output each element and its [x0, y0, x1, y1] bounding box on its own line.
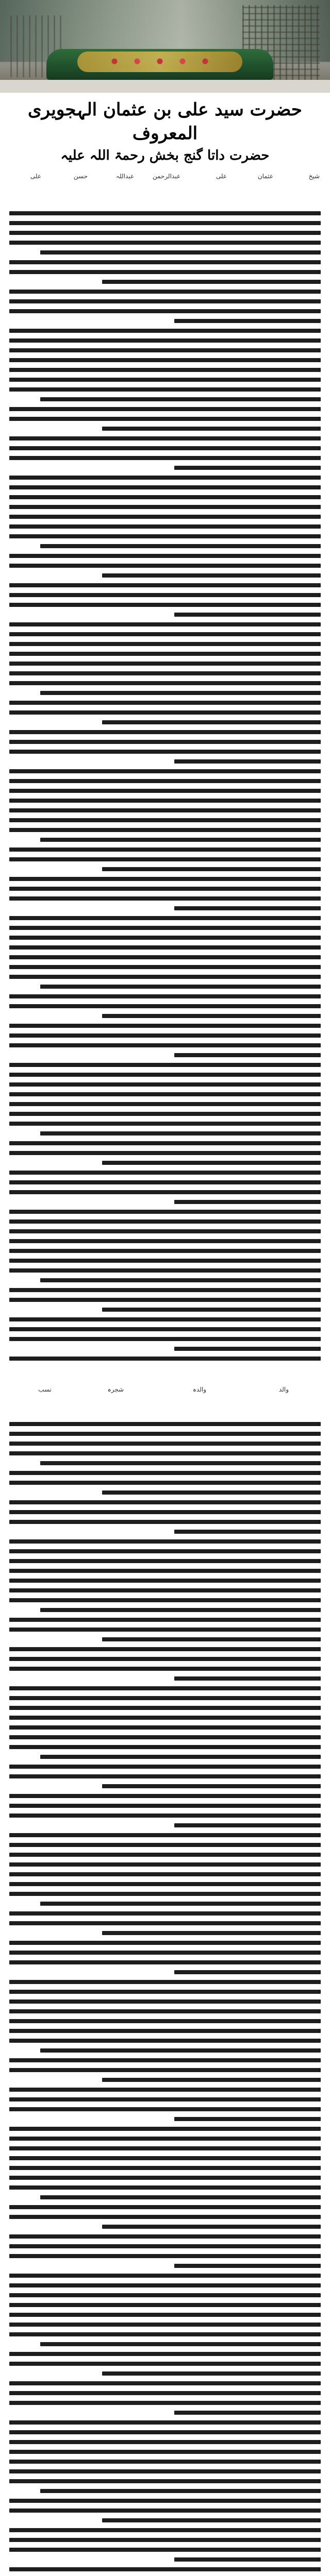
text-line [9, 1833, 321, 1837]
text-line [9, 2107, 321, 2111]
text-line [9, 2146, 321, 2150]
text-line [9, 1180, 321, 1184]
text-line [9, 2185, 321, 2190]
article-body-1 [9, 211, 321, 1376]
text-line [40, 985, 321, 989]
text-line [9, 2332, 321, 2336]
text-line [9, 2460, 321, 2464]
text-line [9, 485, 321, 489]
text-line [9, 1588, 321, 1592]
text-line [9, 446, 321, 450]
text-line [9, 554, 321, 558]
text-line [9, 1706, 321, 1710]
text-line [9, 681, 321, 685]
text-line [9, 2323, 321, 2327]
text-line [9, 945, 321, 950]
text-line [9, 1219, 321, 1224]
text-line [174, 2264, 321, 2268]
text-line [40, 1278, 321, 1282]
text-line [9, 2019, 321, 2023]
text-line [9, 1092, 321, 1096]
text-line [9, 2352, 321, 2356]
text-line [9, 1327, 321, 1331]
text-line [40, 2489, 321, 2493]
text-line [9, 2509, 321, 2513]
text-line [9, 1598, 321, 1602]
genealogy-cell: نسب [38, 1386, 52, 1393]
text-line [9, 769, 321, 773]
text-line [102, 720, 321, 724]
text-line [102, 1637, 321, 1641]
text-line [174, 1200, 321, 1204]
text-line [9, 1941, 321, 1945]
text-line [40, 544, 321, 548]
text-line [9, 456, 321, 460]
text-line [9, 1112, 321, 1116]
text-line [9, 2401, 321, 2405]
text-line [174, 1970, 321, 1974]
text-line [9, 916, 321, 920]
text-line [9, 936, 321, 940]
text-line [9, 2009, 321, 2013]
text-line [9, 1951, 321, 1955]
text-line [9, 211, 321, 215]
text-line [9, 808, 321, 812]
text-line [9, 1210, 321, 1214]
article-body-2 [9, 1422, 321, 2576]
text-line [40, 2342, 321, 2346]
text-line [9, 1063, 321, 1067]
text-line [9, 436, 321, 440]
text-line [9, 2097, 321, 2102]
text-line [9, 2088, 321, 2092]
text-line [9, 1990, 321, 1994]
text-line [9, 1471, 321, 1475]
text-line [9, 1960, 321, 1964]
text-line [9, 2166, 321, 2170]
text-line [40, 2195, 321, 2199]
genealogy-table-mid [10, 1386, 320, 1417]
text-line [102, 1014, 321, 1018]
text-line [9, 1892, 321, 1896]
text-line [9, 848, 321, 852]
genealogy-cell: والد [278, 1386, 289, 1393]
text-line [9, 2313, 321, 2317]
text-line [174, 906, 321, 910]
text-line [9, 2450, 321, 2454]
text-line [102, 2078, 321, 2082]
text-line [9, 603, 321, 607]
text-line [9, 622, 321, 626]
text-line [9, 2274, 321, 2278]
text-line [9, 524, 321, 529]
text-line [9, 2068, 321, 2072]
text-line [9, 338, 321, 343]
text-line [9, 2215, 321, 2219]
text-line [174, 1053, 321, 1057]
text-line [9, 1765, 321, 1769]
text-line [9, 1774, 321, 1778]
text-line [40, 2048, 321, 2053]
text-line [9, 1043, 321, 1047]
text-line [9, 2156, 321, 2160]
text-line [9, 877, 321, 881]
text-line [9, 789, 321, 793]
text-line [9, 221, 321, 225]
text-line [9, 887, 321, 891]
text-line [102, 867, 321, 871]
text-line [9, 1628, 321, 1632]
text-line [9, 1980, 321, 1984]
text-line [9, 417, 321, 421]
text-line [102, 280, 321, 284]
text-line [9, 1716, 321, 1720]
text-line [174, 319, 321, 323]
text-line [174, 2557, 321, 2562]
text-line [102, 2518, 321, 2522]
article-title [10, 98, 320, 166]
genealogy-table-top [10, 173, 320, 209]
text-line [9, 1911, 321, 1916]
text-line [9, 1500, 321, 1504]
text-line [9, 1686, 321, 1690]
text-line [9, 642, 321, 646]
text-line [9, 290, 321, 294]
genealogy-cell: شیخ [308, 173, 320, 180]
text-line [9, 1432, 321, 1436]
text-line [9, 1073, 321, 1077]
text-line [9, 2244, 321, 2248]
text-line [9, 2029, 321, 2033]
text-line [9, 2176, 321, 2180]
text-line [174, 1676, 321, 1681]
text-line [9, 2127, 321, 2131]
text-line [9, 1921, 321, 1925]
text-line [174, 2411, 321, 2415]
text-line [9, 2303, 321, 2307]
text-line [9, 1024, 321, 1028]
text-line [9, 2283, 321, 2287]
text-line [9, 1843, 321, 1847]
genealogy-cell: حسن [73, 173, 88, 180]
text-line [174, 1823, 321, 1827]
text-line [9, 1259, 321, 1263]
text-line [9, 2293, 321, 2297]
text-line [9, 2039, 321, 2043]
text-line [9, 2548, 321, 2552]
text-line [9, 632, 321, 636]
text-line [9, 378, 321, 382]
text-line [9, 965, 321, 969]
text-line [9, 1667, 321, 1671]
text-line [9, 2538, 321, 2542]
text-line [9, 1442, 321, 1446]
text-line [9, 1102, 321, 1106]
text-line [9, 2479, 321, 2483]
text-line [9, 1004, 321, 1008]
text-line [102, 1784, 321, 1788]
genealogy-cell: علی [216, 173, 227, 180]
text-line [9, 701, 321, 705]
text-line [9, 2567, 321, 2571]
title-line-2: المعروف [132, 123, 198, 144]
text-line [9, 1882, 321, 1886]
text-line [40, 1461, 321, 1465]
text-line [9, 1520, 321, 1524]
text-line [174, 466, 321, 470]
text-line [9, 2420, 321, 2425]
text-line [174, 1530, 321, 1534]
text-line [9, 368, 321, 372]
text-line [9, 260, 321, 264]
text-line [9, 1451, 321, 1455]
text-line [9, 1171, 321, 1175]
text-line [9, 1539, 321, 1544]
text-line [9, 1657, 321, 1661]
text-line [9, 1618, 321, 1622]
text-line [9, 1337, 321, 1341]
text-line [9, 1298, 321, 1302]
text-line [9, 2058, 321, 2062]
text-line [9, 2391, 321, 2395]
text-line [9, 1559, 321, 1563]
text-line [9, 2469, 321, 2473]
text-line [9, 1033, 321, 1038]
text-line [40, 1755, 321, 1759]
text-line [9, 1317, 321, 1321]
text-line [40, 838, 321, 842]
text-line [9, 779, 321, 783]
text-line [9, 994, 321, 998]
text-line [9, 2440, 321, 2444]
text-line [9, 1804, 321, 1808]
text-line [9, 1579, 321, 1583]
text-line [9, 1745, 321, 1749]
text-line [9, 583, 321, 587]
text-line [9, 2234, 321, 2239]
text-line [102, 427, 321, 431]
text-line [9, 1862, 321, 1867]
text-line [9, 2528, 321, 2532]
text-line [9, 1872, 321, 1876]
text-line [9, 387, 321, 392]
text-line [9, 241, 321, 245]
text-line [9, 750, 321, 754]
title-line-1: حضرت سید علی بن عثمان الہجویری [28, 99, 302, 120]
text-line [9, 593, 321, 597]
text-line [9, 1481, 321, 1485]
text-line [9, 270, 321, 274]
text-line [9, 1549, 321, 1553]
text-line [9, 1122, 321, 1126]
text-line [9, 1239, 321, 1243]
text-line [9, 231, 321, 235]
text-line [40, 691, 321, 695]
text-line [174, 2117, 321, 2121]
text-line [9, 730, 321, 734]
text-line [9, 926, 321, 930]
text-line [102, 2225, 321, 2229]
text-line [9, 955, 321, 959]
text-line [9, 1249, 321, 1253]
text-line [9, 2430, 321, 2434]
text-line [9, 2205, 321, 2209]
genealogy-cell: شجرہ [107, 1386, 124, 1393]
text-line [9, 1647, 321, 1651]
text-line [9, 828, 321, 832]
text-line [9, 1510, 321, 1514]
text-line [174, 759, 321, 764]
text-line [9, 1999, 321, 2004]
text-line [9, 476, 321, 480]
text-line [9, 1422, 321, 1426]
text-line [9, 407, 321, 411]
text-line [9, 2254, 321, 2258]
text-line [9, 671, 321, 675]
text-line [9, 1190, 321, 1194]
title-line-3: حضرت داتا گنج بخش رحمۃ اللہ علیہ [60, 148, 270, 163]
text-line [9, 495, 321, 499]
text-line [9, 652, 321, 656]
text-line [9, 896, 321, 901]
text-line [9, 534, 321, 538]
text-line [9, 1082, 321, 1087]
text-line [9, 740, 321, 744]
genealogy-cell: عبداللہ [116, 173, 134, 180]
text-line [9, 1288, 321, 1292]
text-line [9, 1268, 321, 1273]
text-line [102, 1308, 321, 1312]
text-line [102, 1490, 321, 1495]
text-line [9, 348, 321, 352]
text-line [40, 1131, 321, 1136]
genealogy-cell: عثمان [257, 173, 273, 180]
text-line [9, 1696, 321, 1700]
text-line [9, 662, 321, 666]
text-line [9, 564, 321, 568]
text-line [102, 1161, 321, 1165]
text-line [102, 573, 321, 578]
text-line [9, 309, 321, 313]
text-line [102, 1931, 321, 1935]
text-line [102, 2371, 321, 2376]
text-line [9, 857, 321, 861]
text-line [9, 2499, 321, 2503]
genealogy-cell: والدہ [192, 1386, 206, 1393]
text-line [9, 358, 321, 362]
text-line [9, 2137, 321, 2141]
text-line [9, 299, 321, 303]
text-line [174, 613, 321, 617]
text-line [9, 505, 321, 509]
text-line [9, 710, 321, 715]
genealogy-cell: علی [30, 173, 41, 180]
text-line [40, 397, 321, 401]
text-line [9, 1725, 321, 1730]
text-line [9, 329, 321, 333]
text-line [9, 1569, 321, 1573]
text-line [9, 2362, 321, 2366]
text-line [9, 1794, 321, 1798]
text-line [9, 1357, 321, 1361]
text-line [9, 1151, 321, 1155]
text-line [40, 1902, 321, 1906]
shrine-photo [0, 0, 330, 93]
text-line [40, 250, 321, 255]
text-line [9, 1853, 321, 1857]
text-line [9, 818, 321, 822]
text-line [174, 1347, 321, 1351]
text-line [9, 1141, 321, 1145]
text-line [9, 799, 321, 803]
text-line [9, 1814, 321, 1818]
text-line [40, 1608, 321, 1612]
text-line [9, 1229, 321, 1233]
text-line [9, 2381, 321, 2385]
text-line [9, 975, 321, 979]
text-line [9, 1735, 321, 1739]
text-line [9, 515, 321, 519]
genealogy-cell: عبدالرحمن [152, 173, 180, 180]
